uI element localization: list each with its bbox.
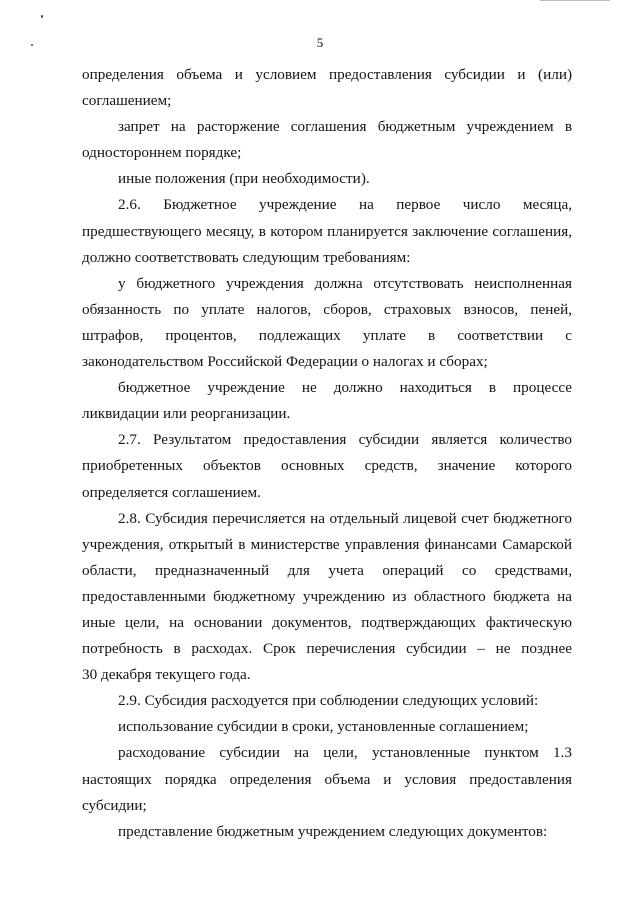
text-line: обязанность по уплате налогов, сборов, страховых взносов, пеней, (82, 300, 572, 318)
text-line: потребность в расходах. Срок перечисления субсидии – не позднее (82, 640, 572, 658)
text-line: определяется соглашением. (82, 483, 261, 501)
text-line: 2.6. Бюджетное учреждение на первое число месяца, (118, 196, 572, 214)
paragraph (82, 166, 572, 192)
text-line: использование субсидии в сроки, установленные соглашением; (118, 718, 529, 736)
paragraph (82, 688, 572, 714)
document-body (82, 62, 572, 845)
text-line: иные цели, на основании документов, подтверждающих фактическую (82, 613, 572, 631)
text-line: представление бюджетным учреждением следующих документов: (118, 822, 548, 840)
text-line: расходование субсидии на цели, установленные пунктом 1.3 (118, 744, 572, 762)
text-line: иные положения (при необходимости). (118, 170, 370, 188)
text-line: определения объема и условием предоставления субсидии и (или) (82, 66, 572, 83)
page-number: 5 (316, 35, 324, 50)
paragraph (82, 62, 572, 114)
paragraph (82, 192, 572, 270)
text-line: одностороннем порядке; (82, 144, 242, 162)
text-line: законодательством Российской Федерации о налогах и сборах; (82, 353, 488, 371)
text-line: 30 декабря текущего года. (82, 666, 251, 684)
paragraph (82, 271, 572, 375)
text-line: бюджетное учреждение не должно находиться в процессе (118, 379, 572, 397)
text-line: у бюджетного учреждения должна отсутствовать неисполненная (118, 274, 572, 292)
paragraph (82, 375, 572, 427)
paragraph (82, 506, 572, 689)
text-line: 2.8. Субсидия перечисляется на отдельный лицевой счет бюджетного (118, 509, 572, 527)
paragraph (82, 114, 572, 166)
text-line: учреждения, открытый в министерстве управления финансами Самарской (82, 535, 572, 553)
text-line: запрет на расторжение соглашения бюджетным учреждением в (118, 118, 572, 136)
scan-edge-mark (540, 0, 610, 1)
text-line: соглашением; (82, 92, 172, 110)
text-line: 2.7. Результатом предоставления субсидии является количество (118, 431, 572, 449)
paragraph (82, 819, 572, 845)
text-line: настоящих порядка определения объема и условия предоставления (82, 770, 572, 788)
text-line: субсидии; (82, 796, 147, 814)
text-line: должно соответствовать следующим требованиям: (82, 248, 411, 266)
text-line: 2.9. Субсидия расходуется при соблюдении следующих условий: (118, 692, 539, 710)
paragraph (82, 427, 572, 505)
text-line: ликвидации или реорганизации. (82, 405, 291, 423)
scan-speck (41, 15, 43, 18)
text-line: предоставленными бюджетному учреждению из областного бюджета на (82, 587, 572, 605)
text-line: предшествующего месяцу, в котором планируется заключение соглашения, (82, 222, 572, 240)
paragraph (82, 714, 572, 740)
text-line: приобретенных объектов основных средств, значение которого (82, 457, 572, 475)
text-line: области, предназначенный для учета операций со средствами, (82, 561, 572, 579)
text-line: штрафов, процентов, подлежащих уплате в соответствии с (82, 326, 572, 344)
paragraph (82, 740, 572, 818)
